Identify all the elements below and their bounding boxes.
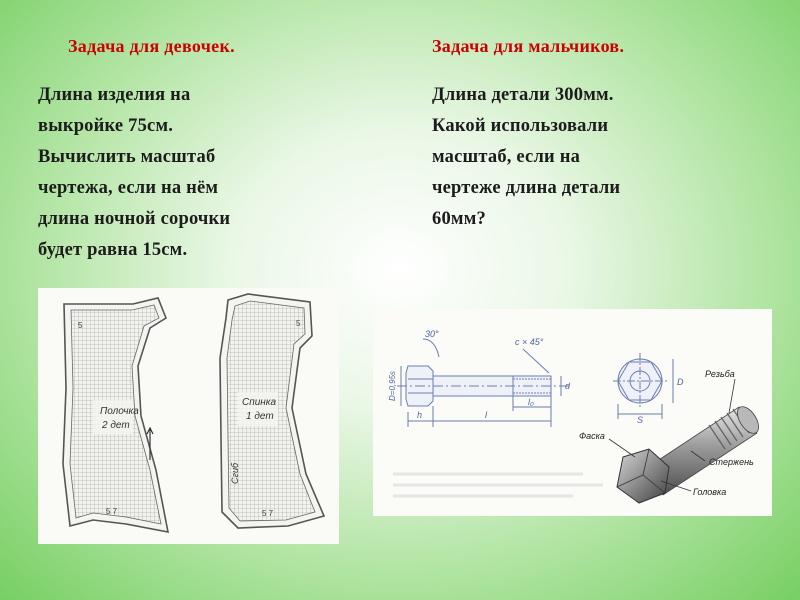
thread-length-label: l₀ bbox=[528, 397, 534, 407]
chamfer-label: Фаска bbox=[579, 431, 605, 441]
thread-label: Резьба bbox=[705, 369, 735, 379]
boys-task-title: Задача для мальчиков. bbox=[432, 36, 625, 56]
front-label-line1: Полочка bbox=[100, 406, 139, 417]
back-corner-mark: 5 bbox=[296, 319, 301, 328]
back-piece bbox=[220, 294, 324, 528]
width-s-label: S bbox=[637, 415, 644, 425]
bolt-drawing-figure bbox=[373, 309, 772, 516]
front-piece bbox=[63, 298, 168, 532]
chamfer-dim-label: c × 45° bbox=[515, 337, 544, 347]
back-bottom-mark: 5 7 bbox=[262, 509, 274, 518]
thread-d-label: d bbox=[565, 381, 571, 391]
head-diameter-label: D=0,95s bbox=[388, 370, 397, 401]
front-bottom-mark: 5 7 bbox=[106, 507, 118, 516]
head-h-label: h bbox=[417, 410, 423, 420]
fold-label: Сгиб bbox=[230, 462, 240, 484]
length-l-label: l bbox=[485, 410, 487, 420]
head-label: Головка bbox=[693, 487, 727, 497]
front-corner-mark: 5 bbox=[78, 321, 83, 330]
girls-task-text: Длина изделия на выкройке 75см. Вычислить масштаб чертежа, если на нём длина ночной сорочки будет равна 15см. bbox=[38, 85, 231, 260]
girls-task-title: Задача для девочек. bbox=[68, 36, 235, 56]
back-label-line1: Спинка bbox=[242, 397, 277, 408]
shank-label: Стержень bbox=[709, 457, 754, 467]
front-label-line2: 2 дет bbox=[102, 420, 130, 431]
bolt-end-view bbox=[613, 353, 673, 419]
angle-label: 30° bbox=[425, 329, 439, 339]
back-label-line2: 1 дет bbox=[246, 411, 274, 422]
diameter-D-label: D bbox=[677, 377, 684, 387]
boys-task-text: Длина детали 300мм. Какой использовали масштаб, если на чертеже длина детали 60мм? bbox=[432, 85, 621, 229]
sewing-pattern-figure bbox=[38, 288, 339, 544]
bolt-side-view bbox=[397, 339, 569, 427]
